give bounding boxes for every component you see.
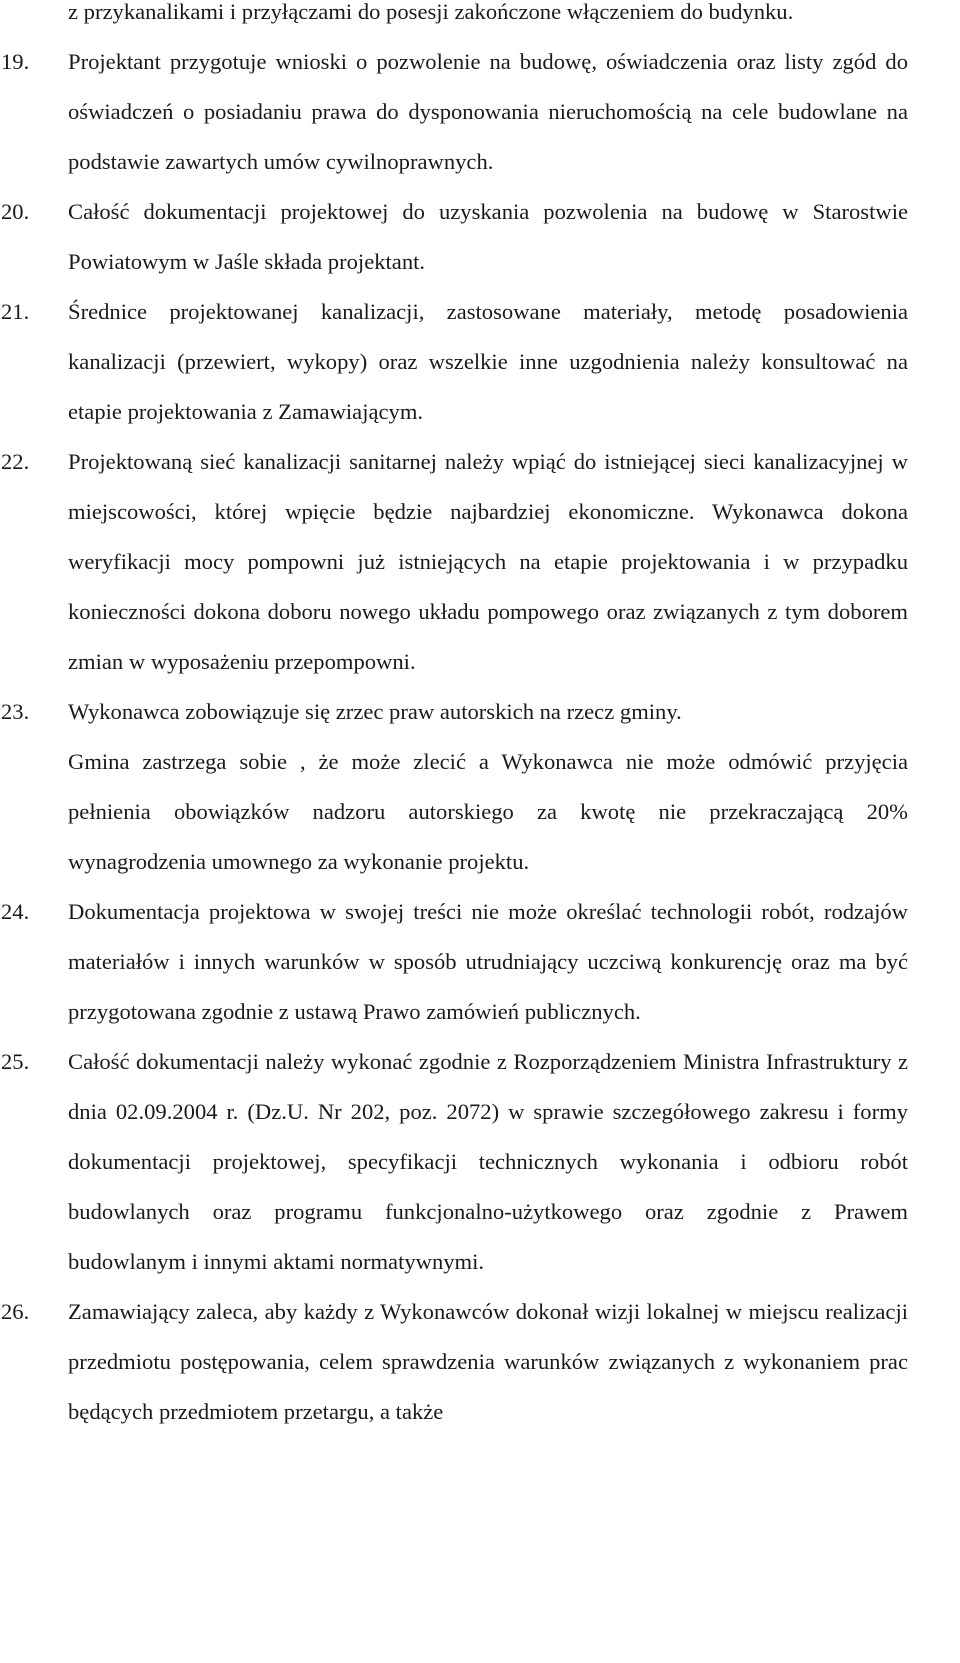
item-text [68,887,908,1037]
item-number: 20. [1,199,30,224]
item-paragraph: Całość dokumentacji projektowej do uzyskania pozwolenia na budowę w Starostwie Powiatowym w Jaśle składa projektant. [68,199,908,274]
item-number: 23. [1,699,30,724]
item-paragraph: Dokumentacja projektowa w swojej treści nie może określać technologii robót, rodzajów materiałów i innych warunków w sposób utrudniający uczciwą konkurencję oraz ma być przygotowana zgodnie z ustawą Prawo zamówień publicznych. [68,899,908,1024]
item-paragraph: Całość dokumentacji należy wykonać zgodnie z Rozporządzeniem Ministra Infrastruktury z dnia 02.09.2004 r. (Dz.U. Nr 202, poz. 2072) w sprawie szczegółowego zakresu i formy dokumentacji projektowej, specyfikacji technicznych wykonania i odbioru robót budowlanych oraz programu funkcjonalno-użytkowego oraz zgodnie z Prawem budowlanym i innymi aktami normatywnymi. [68,1049,908,1274]
item-text [68,37,908,187]
item-number: 21. [1,299,30,324]
list-item-26 [0,1287,908,1437]
item-paragraph: Projektant przygotuje wnioski o pozwolenie na budowę, oświadczenia oraz listy zgód do oświadczeń o posiadaniu prawa do dysponowania nieruchomością na cele budowlane na podstawie zawartych umów cywilnoprawnych. [68,49,908,174]
item-number: 25. [1,1049,30,1074]
item-text [68,287,908,437]
item-paragraph: Zamawiający zaleca, aby każdy z Wykonawców dokonał wizji lokalnej w miejscu realizacji przedmiotu postępowania, celem sprawdzenia warunków związanych z wykonaniem prac będących przedmiotem przetargu, a także [68,1299,908,1424]
item-number: 22. [1,449,30,474]
list-item-25 [0,1037,908,1287]
item-text [68,437,908,687]
item-text [68,1037,908,1287]
item-paragraph: Wykonawca zobowiązuje się zrzec praw autorskich na rzecz gminy. [68,699,682,724]
item-number: 24. [1,899,30,924]
item-paragraph: Średnice projektowanej kanalizacji, zastosowane materiały, metodę posadowienia kanalizacji (przewiert, wykopy) oraz wszelkie inne uzgodnienia należy konsultować na etapie projektowania z Zamawiającym. [68,299,908,424]
list-item-21 [0,287,908,437]
list-item-24 [0,887,908,1037]
list-item-19 [0,37,908,187]
continued-paragraph: z przykanalikami i przyłączami do posesji zakończone włączeniem do budynku. [68,0,794,24]
item-text [68,1287,908,1437]
item-number: 26. [1,1299,30,1324]
item-paragraph: Projektowaną sieć kanalizacji sanitarnej należy wpiąć do istniejącej sieci kanalizacyjnej w miejscowości, której wpięcie będzie najbardziej ekonomiczne. Wykonawca dokona weryfikacji mocy pompowni już istniejących na etapie projektowania i w przypadku konieczności dokona doboru nowego układu pompowego oraz związanych z tym doborem zmian w wyposażeniu przepompowni. [68,449,908,674]
item-text [68,187,908,287]
item-paragraph: Gmina zastrzega sobie , że może zlecić a Wykonawca nie może odmówić przyjęcia pełnienia obowiązków nadzoru autorskiego za kwotę nie przekraczającą 20% wynagrodzenia umownego za wykonanie projektu. [68,749,908,874]
item-text [68,687,908,887]
item-number: 19. [1,49,30,74]
list-item-23 [0,687,908,887]
list-item-20 [0,187,908,287]
list-item-22 [0,437,908,687]
